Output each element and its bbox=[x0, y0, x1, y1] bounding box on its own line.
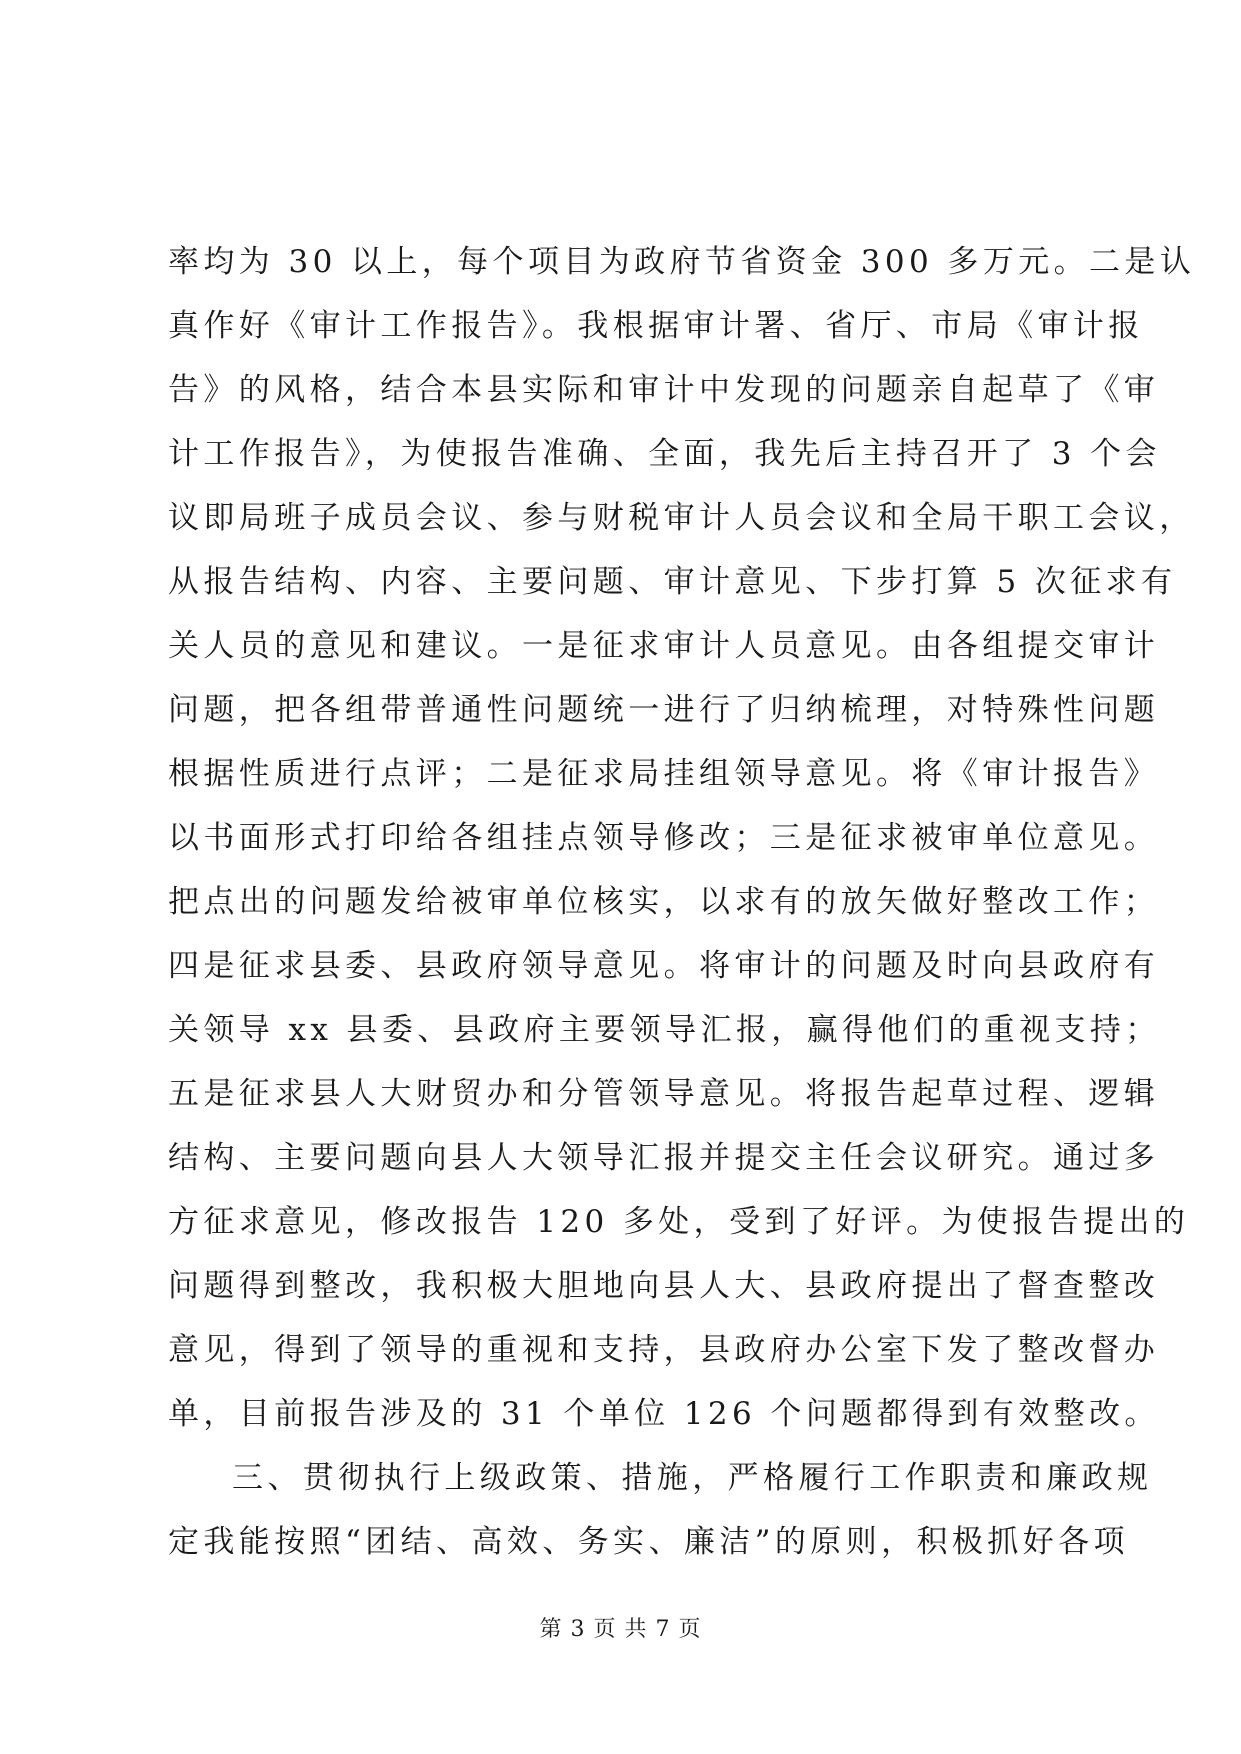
text-line: 关领导 xx 县委、县政府主要领导汇报，赢得他们的重视支持； bbox=[168, 1012, 1161, 1048]
text-line: 计工作报告》，为使报告准确、全面，我先后主持召开了 3 个会 bbox=[168, 436, 1161, 472]
text-line: 从报告结构、内容、主要问题、审计意见、下步打算 5 次征求有 bbox=[168, 564, 1177, 600]
text-line: 方征求意见，修改报告 120 多处，受到了好评。为使报告提出的 bbox=[168, 1204, 1190, 1240]
text-line: 定我能按照“团结、高效、务实、廉洁”的原则，积极抓好各项 bbox=[168, 1524, 1129, 1560]
body-text bbox=[168, 230, 1196, 1574]
text-line: 单，目前报告涉及的 31 个单位 126 个问题都得到有效整改。 bbox=[168, 1396, 1160, 1432]
text-line: 结构、主要问题向县人大领导汇报并提交主任会议研究。通过多 bbox=[168, 1140, 1160, 1176]
text-line: 告》的风格，结合本县实际和审计中发现的问题亲自起草了《审 bbox=[168, 372, 1160, 408]
text-line: 五是征求县人大财贸办和分管领导意见。将报告起草过程、逻辑 bbox=[168, 1076, 1160, 1112]
text-line: 议即局班子成员会议、参与财税审计人员会议和全局干职工会议， bbox=[168, 500, 1195, 536]
text-line: 把点出的问题发给被审单位核实，以求有的放矢做好整改工作； bbox=[168, 884, 1160, 920]
text-line: 根据性质进行点评；二是征求局挂组领导意见。将《审计报告》 bbox=[168, 756, 1160, 792]
text-line: 问题得到整改，我积极大胆地向县人大、县政府提出了督查整改 bbox=[168, 1268, 1160, 1304]
text-line: 率均为 30 以上，每个项目为政府节省资金 300 多万元。二是认 bbox=[168, 244, 1196, 280]
text-line: 意见，得到了领导的重视和支持，县政府办公室下发了整改督办 bbox=[168, 1332, 1160, 1368]
text-line: 以书面形式打印给各组挂点领导修改；三是征求被审单位意见。 bbox=[168, 820, 1160, 856]
text-line: 关人员的意见和建议。一是征求审计人员意见。由各组提交审计 bbox=[168, 628, 1160, 664]
text-line: 四是征求县委、县政府领导意见。将审计的问题及时向县政府有 bbox=[168, 948, 1160, 984]
section-heading-line: 三、贯彻执行上级政策、措施，严格履行工作职责和廉政规 bbox=[232, 1460, 1153, 1496]
text-line: 问题，把各组带普通性问题统一进行了归纳梳理，对特殊性问题 bbox=[168, 692, 1160, 728]
page-number-footer: 第 3 页 共 7 页 bbox=[539, 1617, 702, 1642]
text-line: 真作好《审计工作报告》。我根据审计署、省厅、市局《审计报 bbox=[168, 308, 1144, 344]
